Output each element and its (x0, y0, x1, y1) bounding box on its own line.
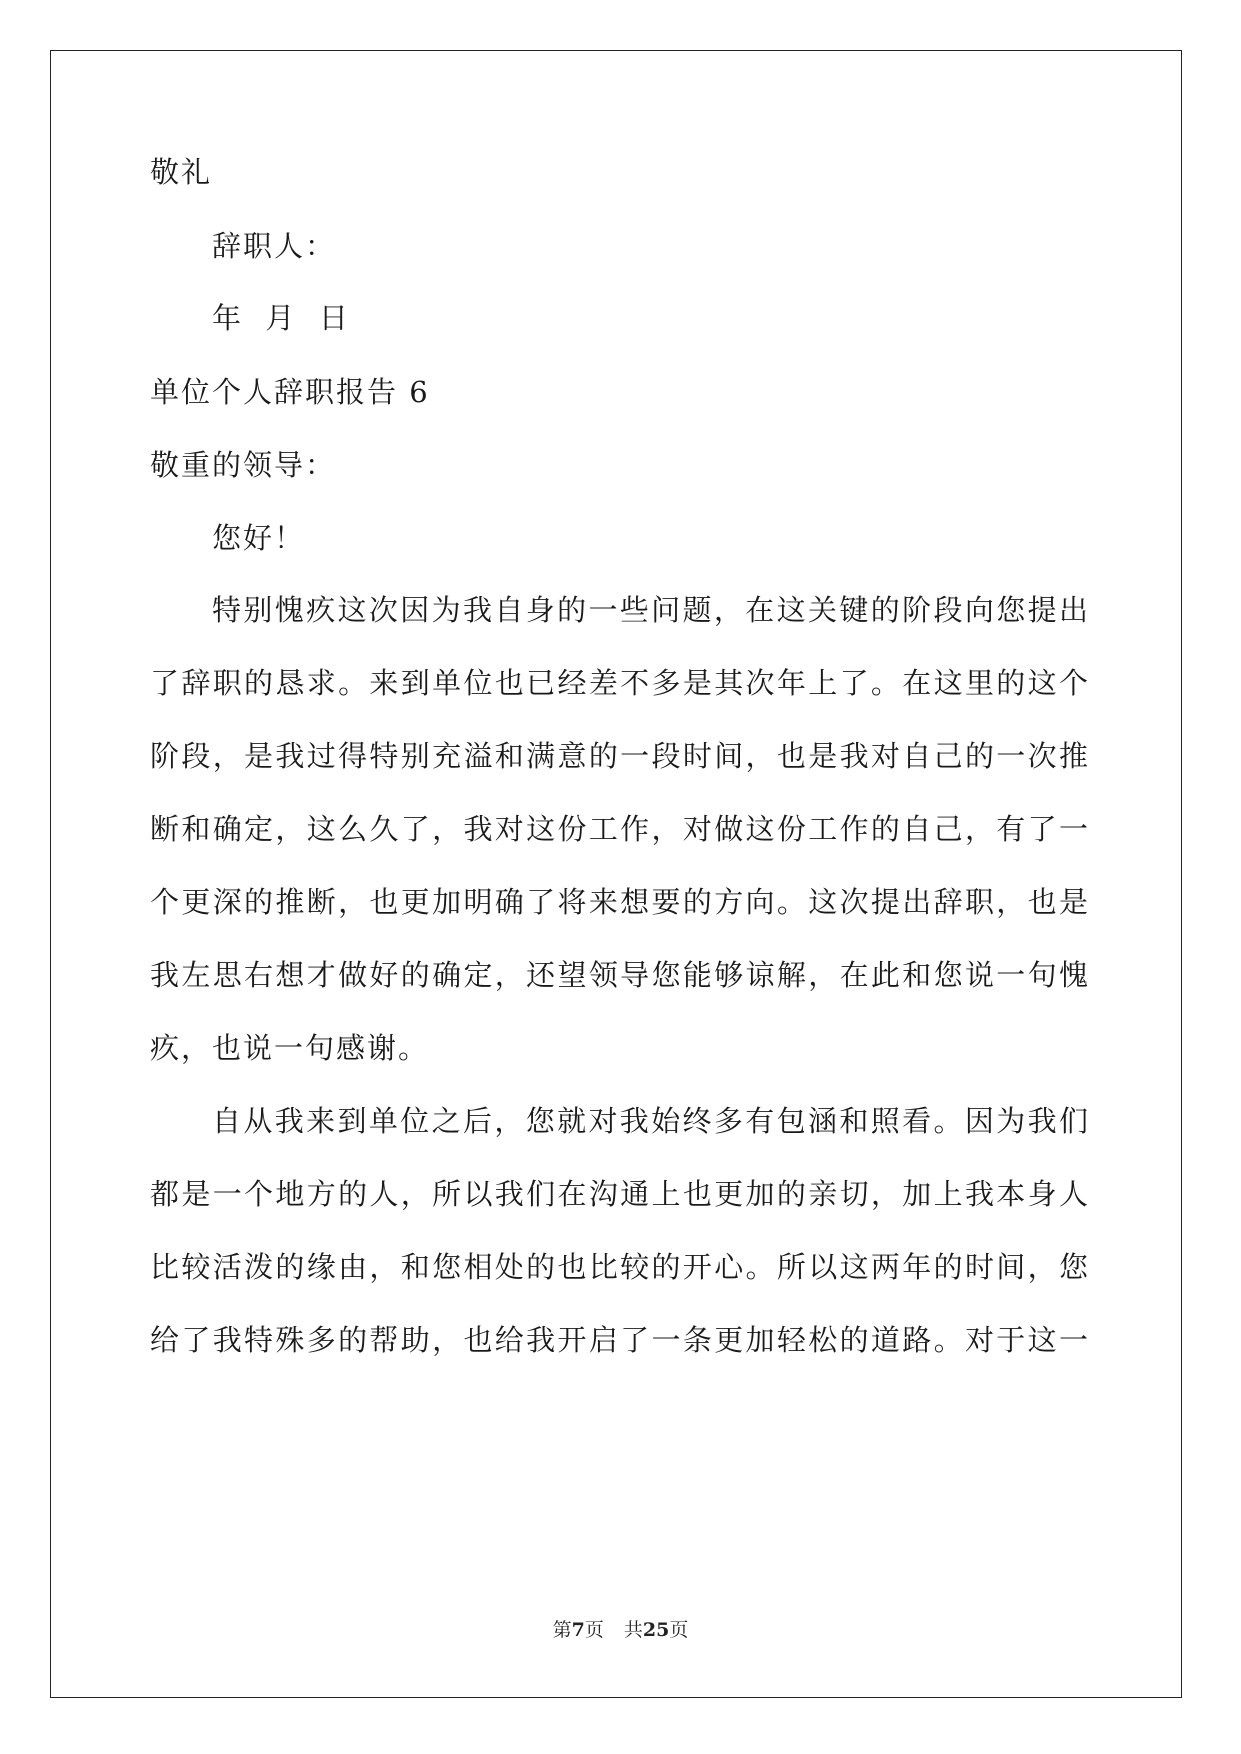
paragraph-line: 疚，也说一句感谢。 (150, 1031, 430, 1065)
total-suffix: 页 (669, 1619, 689, 1641)
page-footer (0, 1616, 1241, 1644)
closing-salutation: 敬礼 (150, 155, 213, 189)
section-heading: 单位个人辞职报告 6 (150, 375, 430, 409)
paragraph-line: 给了我特殊多的帮助，也给我开启了一条更加轻松的道路。对于这一 (150, 1323, 1090, 1357)
signature-label: 辞职人： (212, 229, 337, 263)
paragraph-line: 都是一个地方的人，所以我们在沟通上也更加的亲切，加上我本身人 (150, 1177, 1090, 1211)
page-number: 7 (571, 1619, 585, 1641)
paragraph-line: 了辞职的恳求。来到单位也已经差不多是其次年上了。在这里的这个 (150, 666, 1090, 700)
paragraph-line: 比较活泼的缘由，和您相处的也比较的开心。所以这两年的时间，您 (150, 1250, 1090, 1284)
paragraph-line: 个更深的推断，也更加明确了将来想要的方向。这次提出辞职，也是 (150, 885, 1090, 919)
paragraph-line: 断和确定，这么久了，我对这份工作，对做这份工作的自己，有了一 (150, 812, 1090, 846)
paragraph-line: 自从我来到单位之后，您就对我始终多有包涵和照看。因为我们 (212, 1104, 1090, 1138)
page-prefix: 第 (552, 1619, 572, 1641)
paragraph-line: 特别愧疚这次因为我自身的一些问题，在这关键的阶段向您提出 (212, 593, 1090, 627)
date-line: 年 月 日 (212, 301, 350, 335)
paragraph-line: 我左思右想才做好的确定，还望领导您能够谅解，在此和您说一句愧 (150, 958, 1090, 992)
total-prefix: 共 (623, 1619, 643, 1641)
total-pages: 25 (642, 1619, 670, 1641)
paragraph-line: 阶段，是我过得特别充溢和满意的一段时间，也是我对自己的一次推 (150, 739, 1090, 773)
letter-salutation: 敬重的领导： (150, 448, 337, 482)
page-suffix: 页 (584, 1619, 604, 1641)
greeting: 您好！ (212, 521, 306, 555)
